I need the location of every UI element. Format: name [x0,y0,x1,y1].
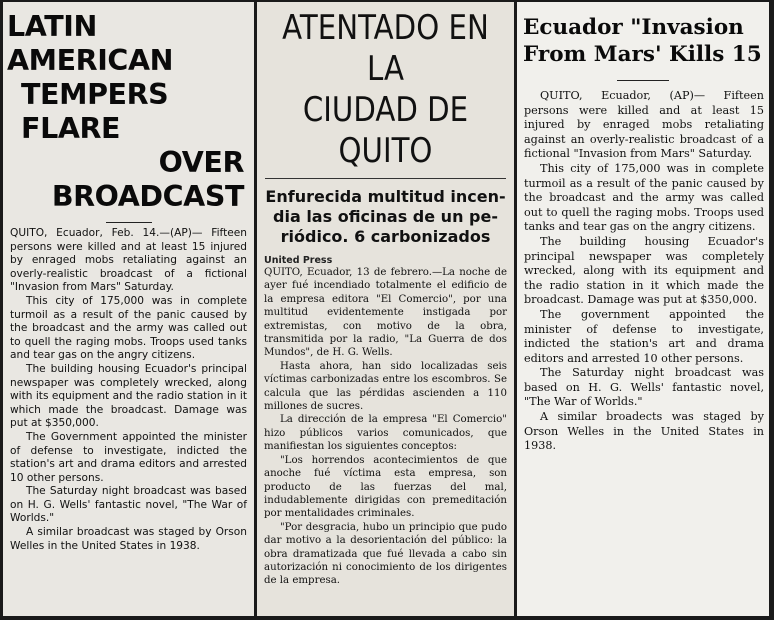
headline-line: CIUDAD DE QUITO [302,90,469,171]
headline [275,2,496,172]
paragraph: QUITO, Ecuador, Feb. 14.—(AP)— Fifteen persons were killed and at least 15 injured by enraged mobs retaliating against an overly-realistic broadcast of a fictional "Invasion from Mars" Saturday. [10,227,247,294]
paragraph: The Saturday night broadcast was based on H. G. Wells' fantastic novel, "The War of Worlds." [10,485,247,525]
divider [265,178,506,179]
paragraph: This city of 175,000 was in complete turmoil as a result of the panic caused by the broadcast and the army was called out to quell the raging mobs. Troops used tanks and tear gas on the angry citizens. [10,294,247,362]
paragraph: "Los horrendos acontecimientos de que anoche fué víctima esta empresa, son producto de las fuerzas del mal, indudablemente dirigidas con premeditación por mentalidades criminales. [264,454,507,520]
paragraph: The Saturday night broadcast was based on H. G. Wells' fantastic novel, "The War of Worlds." [524,366,764,409]
headline-line: LATIN AMERICAN [7,10,174,77]
headline [3,2,254,214]
headline [517,2,769,68]
headline-line: ATENTADO EN LA [282,8,489,89]
divider [617,80,669,81]
article-body [517,89,769,454]
clipping-ecuador-invasion [517,2,769,616]
paragraph: This city of 175,000 was in complete turmoil as a result of the panic caused by the broadcast and the army was called out to quell the raging mobs. Troops used tanks and tear gas on the angry citizens. [524,161,764,234]
paragraph: La dirección de la empresa "El Comercio" hizo públicos varios comunicados, que manifiestan los siguientes conceptos: [264,414,507,453]
paragraph: The government appointed the minister of defense to investigate, indicted the station's art and drama editors and arrested 10 other persons. [524,307,764,365]
headline-line: OVER BROADCAST [51,146,244,213]
paragraph: QUITO, Ecuador, 13 de febrero.—La noche de ayer fué incendiado totalmente el edificio de la empresa editora "El Comercio", por una multitud evidentemente instigada por extremistas, con motivo de la obra, transmitida por la radio, "La Guerra de dos Mundos", de H. G. Wells. [264,267,507,359]
paragraph: "Por desgracia, hubo un principio que pudo dar motivo a la desorientación del público: la obra dramatizada que fué llevada a cabo sin autorización ni conocimiento de los dirigentes de la empresa. [264,521,507,587]
paragraph: The building housing Ecuador's principal newspaper was completely wrecked, along with its equipment and the radio station in it which made the broadcast. Damage was put at $350,000. [10,362,247,430]
subheadline-line: riódico. 6 carbonizados [280,227,491,246]
headline-line: From Mars' Kills 15 [523,42,762,67]
paragraph: Hasta ahora, han sido localizadas seis víctimas carbonizadas entre los escombros. Se calcula que las pérdidas ascienden a 110 millones de sucres. [264,360,507,413]
article-body [3,227,254,553]
paragraph: A similar broadects was staged by Orson Welles in the United States in 1938. [524,410,764,453]
clipping-latin-american [3,2,254,616]
headline-line: Ecuador "Invasion [523,15,744,40]
paragraph: The Government appointed the minister of defense to investigate, indicted the station's art and drama editors and arrested 10 other persons. [10,430,247,484]
headline-line: TEMPERS FLARE [21,78,169,145]
paragraph: The building housing Ecuador's principal newspaper was completely wrecked, along with its equipment and the radio station in it which made the broadcast. Damage was put at $350,000. [524,234,764,307]
subheadline [261,187,510,247]
paragraph: QUITO, Ecuador, (AP)— Fifteen persons were killed and at least 15 injured by enraged mobs retaliating against an overly-realistic broadcast of a fictional "Invasion from Mars" Saturday. [524,89,764,161]
byline: United Press [264,255,333,266]
subheadline-line: dia las oficinas de un pe- [273,207,498,226]
article-body [257,266,514,588]
subheadline-line: Enfurecida multitud incen- [265,187,506,206]
paragraph: A similar broadcast was staged by Orson Welles in the United States in 1938. [10,526,247,552]
clipping-atentado-quito [257,2,514,616]
divider [106,222,152,223]
